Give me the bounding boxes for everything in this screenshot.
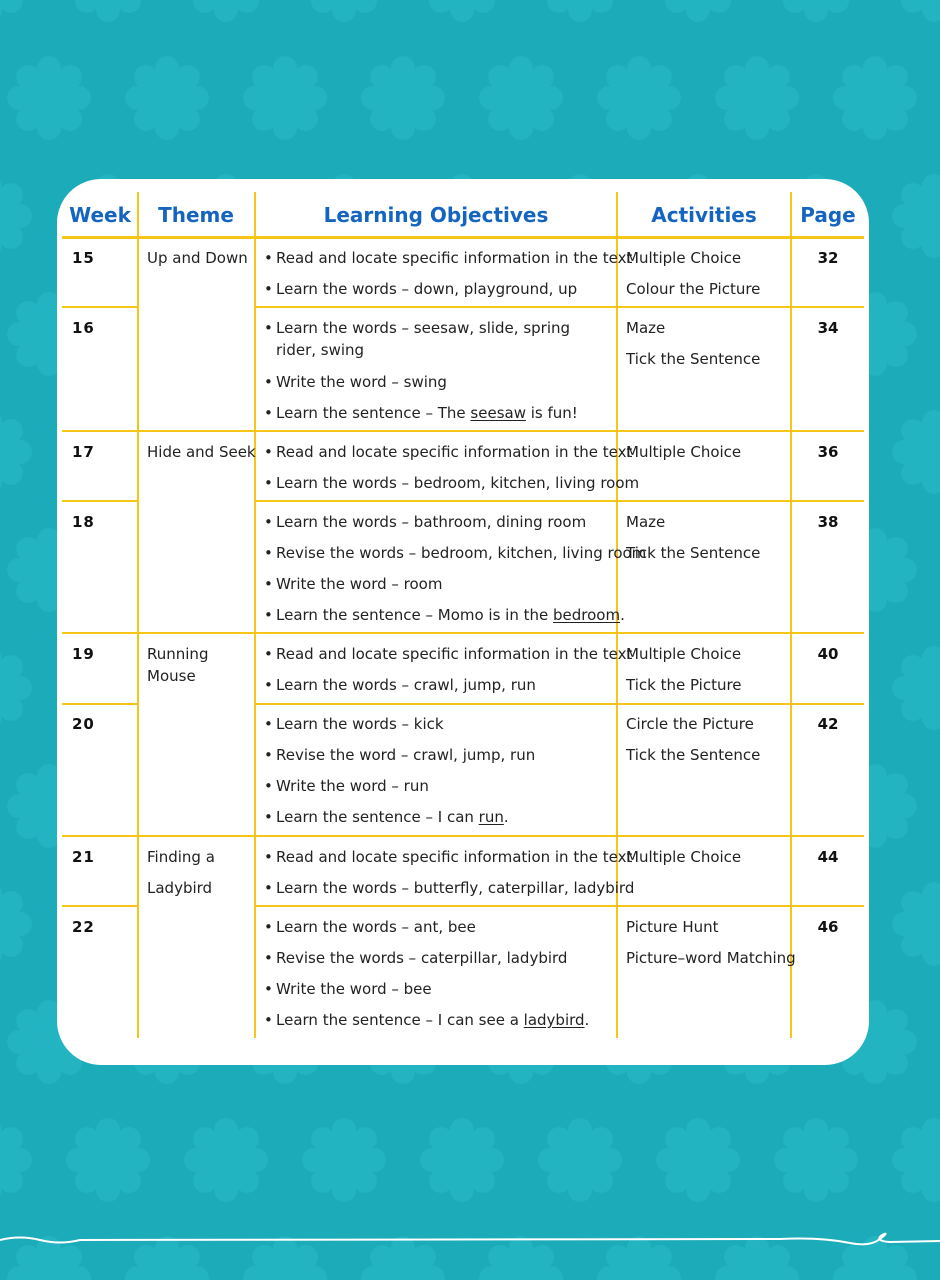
row-rule: [255, 703, 864, 705]
activity-item: Colour the Picture: [626, 280, 761, 298]
row-rule: [62, 632, 864, 634]
column-divider: [254, 192, 256, 1038]
objective-item: • Learn the sentence – Momo is in the bedroom.: [264, 606, 625, 624]
theme-label: Ladybird: [147, 879, 213, 897]
theme-label: Finding a: [147, 848, 215, 866]
header-rule: [62, 236, 864, 239]
objective-item: • Learn the words – butterfly, caterpillar, ladybird: [264, 879, 635, 897]
page-number: 34: [817, 319, 839, 337]
objective-item: • Learn the sentence – The seesaw is fun!: [264, 404, 578, 422]
activity-item: Multiple Choice: [626, 848, 742, 866]
week-number: 16: [72, 319, 95, 337]
header-page: Page: [800, 203, 856, 227]
week-number: 20: [72, 715, 95, 733]
activity-item: Picture–word Matching: [626, 949, 796, 967]
objective-item: • Learn the words – crawl, jump, run: [264, 676, 536, 694]
objective-item: • Revise the word – crawl, jump, run: [264, 746, 536, 764]
page-number: 36: [817, 443, 839, 461]
row-rule: [255, 905, 864, 907]
header-theme: Theme: [158, 203, 234, 227]
activity-item: Tick the Sentence: [626, 746, 761, 764]
objective-item: • Learn the words – bedroom, kitchen, living room: [264, 474, 640, 492]
activity-item: Multiple Choice: [626, 249, 742, 267]
page-number: 44: [817, 848, 839, 866]
activity-item: Tick the Sentence: [626, 544, 761, 562]
row-rule: [62, 500, 138, 502]
objective-item: • Revise the words – bedroom, kitchen, living room: [264, 544, 647, 562]
activity-item: Tick the Sentence: [626, 350, 761, 368]
page-number: 46: [817, 918, 839, 936]
objective-item: • Revise the words – caterpillar, ladybird: [264, 949, 568, 967]
activity-item: Multiple Choice: [626, 645, 742, 663]
week-number: 17: [72, 443, 95, 461]
objective-item: • Learn the words – down, playground, up: [264, 280, 578, 298]
page-number: 38: [817, 513, 839, 531]
header-week: Week: [69, 203, 131, 227]
row-rule: [62, 306, 138, 308]
activity-item: Circle the Picture: [626, 715, 754, 733]
week-number: 15: [72, 249, 95, 267]
objective-item: • Read and locate specific information in the text: [264, 443, 633, 461]
week-number: 18: [72, 513, 95, 531]
objective-item: • Read and locate specific information in the text: [264, 249, 633, 267]
column-divider: [137, 192, 139, 1038]
row-rule: [62, 905, 138, 907]
objective-item: • Read and locate specific information in the text: [264, 645, 633, 663]
page-number: 42: [817, 715, 839, 733]
theme-label: Hide and Seek: [147, 443, 256, 461]
week-number: 19: [72, 645, 95, 663]
objective-item: • Learn the words – kick: [264, 715, 444, 733]
row-rule: [255, 500, 864, 502]
activity-item: Tick the Picture: [626, 676, 742, 694]
objective-item: • Write the word – room: [264, 575, 443, 593]
activity-item: Picture Hunt: [626, 918, 719, 936]
objective-item: • Write the word – run: [264, 777, 429, 795]
header-activities: Activities: [651, 203, 757, 227]
activity-item: Maze: [626, 319, 666, 337]
theme-label: Up and Down: [147, 249, 248, 267]
objective-item: • Read and locate specific information in the text: [264, 848, 633, 866]
objective-item: • Learn the sentence – I can run.: [264, 808, 509, 826]
objective-item: • Write the word – swing: [264, 373, 447, 391]
page-number: 40: [817, 645, 839, 663]
activity-item: Maze: [626, 513, 666, 531]
theme-label: Running: [147, 645, 209, 663]
objective-item: • Learn the sentence – I can see a ladybird.: [264, 1011, 590, 1029]
objective-item: • Write the word – bee: [264, 980, 432, 998]
week-number: 22: [72, 918, 95, 936]
row-rule: [255, 306, 864, 308]
activity-item: Multiple Choice: [626, 443, 742, 461]
header-learning-objectives: Learning Objectives: [323, 203, 549, 227]
row-rule: [62, 703, 138, 705]
row-rule: [62, 835, 864, 837]
decorative-squiggle-line: [0, 1225, 940, 1255]
objective-item: • Learn the words – bathroom, dining room: [264, 513, 587, 531]
objective-item: • Learn the words – seesaw, slide, spring rider, swing: [264, 319, 571, 359]
objective-item: • Learn the words – ant, bee: [264, 918, 476, 936]
row-rule: [62, 430, 864, 432]
theme-label: Mouse: [147, 667, 196, 685]
week-number: 21: [72, 848, 95, 866]
page-number: 32: [817, 249, 839, 267]
